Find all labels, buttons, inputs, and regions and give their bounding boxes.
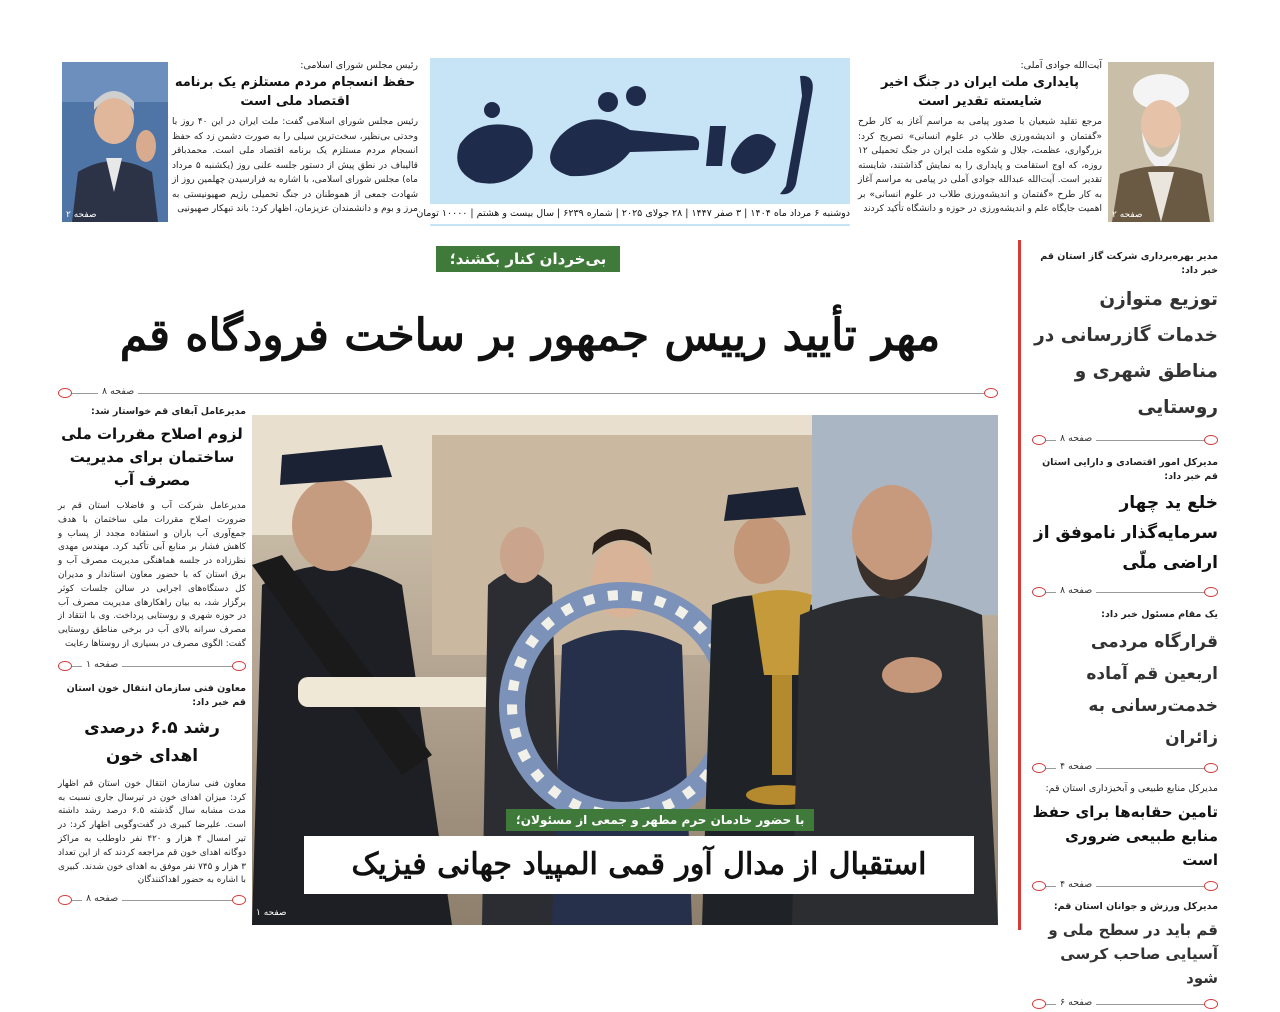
cleric-photo-illustration — [1108, 62, 1214, 222]
left-divider-1 — [58, 660, 246, 674]
photo-caption-kicker: با حضور خادمان حرم مطهر و جمعی از مسئولان؛ — [506, 809, 814, 831]
article-body: معاون فنی سازمان انتقال خون استان قم اظهار کرد: میزان اهدای خون در تیرسال جاری نسبت به مدت مشابه سال گذشته ۶.۵ درصد رشد داشته است. علیرضا کبیری در گفت‌وگویی اظهار کرد: در تیر امسال ۴ هزار و ۴۲۰ نفر داوطلب به مراکز دوگانه اهدای خون قم مراجعه کردند که از این تعداد ۳ هزار و ۷۴۵ نفر موفق به اهدای خون شدند. کبیری با اشاره به حضور اهداکنندگان — [58, 778, 246, 886]
divider-ornament-icon — [1204, 763, 1218, 773]
right-column-rule — [1018, 240, 1021, 930]
headline-divider — [58, 387, 998, 401]
left-article-blood[interactable] — [58, 682, 246, 888]
article-kicker: یک مقام مسئول خبر داد: — [1101, 609, 1218, 620]
article-kicker: مدیرکل امور اقتصادی و دارایی استان قم خبر داد: — [1042, 457, 1218, 482]
header-left-kicker: رئیس مجلس شورای اسلامی: — [300, 60, 418, 71]
header-left-body: رئیس مجلس شورای اسلامی گفت: ملت ایران در این ۴۰ روز با وحدتی بی‌نظیر، سخت‌ترین سیلی را به صورت دشمن زد که حفظ انسجام مردم مستلزم یک برنامه اقتصاد ملی است. محمدباقر قالیباف در نطق پیش از دستور جلسه علنی روز (یکشنبه ۵ مرداد ماه) مجلس شورای اسلامی، با اشاره به فرارسیدن چهلمین روز از شهادت جمعی از هموطنان در جنگ تحمیلی رژیم صهیونیستی به مرز و بوم و دانشمندان عزیزمان، اظهار کرد: باند تبهکار صهیونیی — [172, 117, 418, 214]
header-left-title[interactable]: حفظ انسجام مردم مستلزم یک برنامه اقتصاد ملی است — [174, 75, 416, 109]
header-right-title[interactable]: پایداری ملت ایران در جنگ اخیر شایسته تقدیر است — [880, 75, 1080, 109]
photo-page-ref: صفحه ۱ — [256, 908, 287, 918]
logo-icon — [440, 66, 840, 204]
right-column — [1032, 250, 1218, 1012]
left-article-water[interactable] — [58, 405, 246, 652]
article-page-ref: صفحه ۴ — [1056, 879, 1096, 890]
article-page-ref: صفحه ۸ — [1056, 433, 1096, 444]
divider-ornament-icon — [58, 388, 72, 398]
header-right-body: مرجع تقلید شیعیان با صدور پیامی به مراسم آغاز به کار طرح «گفتمان و اندیشه‌ورزی طلاب در علوم انسانی» تصریح کرد: بزرگواری، عظمت، جلال و شکوه ملت ایران در جنگ تحمیلی ۱۲ روزه، که اوج استقامت و پایداری را به نمایش گذاشتند، شایسته تقدیر است. آیت‌الله عبدالله جوادی آملی در پیامی به مراسم آغاز به کار طرح «گفتمان و اندیشه‌ورزی طلاب در علوم انسانی» بر اهمیت جایگاه علم و اندیشه‌ورزی در حوزه و دانشگاه تأکید کردند — [858, 117, 1102, 214]
article-page-ref: صفحه ۱ — [82, 659, 122, 670]
article-page-ref: صفحه ۶ — [1056, 997, 1096, 1008]
article-title[interactable]: قم باید در سطح ملی و آسیایی صاحب کرسی شود — [1048, 921, 1218, 987]
divider-ornament-icon — [1032, 999, 1046, 1009]
article-title[interactable]: خلع ید چهار سرمایه‌گذار ناموفق از اراضی ملّی — [1033, 493, 1218, 573]
right-divider-2 — [1032, 586, 1218, 600]
left-divider-2 — [58, 894, 246, 908]
right-divider-5 — [1032, 998, 1218, 1012]
header-right-page: صفحه ۲ — [1112, 210, 1143, 220]
divider-ornament-icon — [58, 895, 72, 905]
article-page-ref: صفحه ۸ — [82, 893, 122, 904]
divider-ornament-icon — [1204, 587, 1218, 597]
divider-ornament-icon — [232, 661, 246, 671]
photo-caption-headline[interactable]: استقبال از مدال آور قمی المپیاد جهانی فیزیک — [304, 836, 974, 894]
header-left-story[interactable] — [58, 58, 420, 226]
divider-ornament-icon — [1032, 881, 1046, 891]
article-title[interactable]: قرارگاه مردمی اربعین قم آماده خدمت‌رسانی به زائران — [1086, 632, 1218, 748]
header-left-page: صفحه ۲ — [66, 210, 97, 220]
right-article-sports[interactable] — [1032, 900, 1218, 990]
divider-ornament-icon — [1204, 999, 1218, 1009]
right-article-arbaeen[interactable] — [1032, 608, 1218, 754]
article-page-ref: صفحه ۸ — [1056, 585, 1096, 596]
article-kicker: مدیر بهره‌برداری شرکت گاز استان قم خبر داد: — [1040, 251, 1218, 276]
right-divider-3 — [1032, 762, 1218, 776]
headline-kicker-banner: بی‌خردان کنار بکشند؛ — [436, 246, 620, 272]
header-right-story[interactable] — [858, 58, 1218, 226]
headline-page-ref: صفحه ۸ — [98, 386, 138, 397]
dateline: دوشنبه ۶ مرداد ماه ۱۴۰۴ | ۳ صفر ۱۴۴۷ | ۲۸ جولای ۲۰۲۵ | شماره ۶۲۳۹ | سال بیست و هشتم | ۱۰۰۰۰ تومان — [430, 204, 850, 224]
article-kicker: مدیرکل منابع طبیعی و آبخیزداری استان قم: — [1045, 783, 1218, 794]
speaker-photo-illustration — [62, 62, 168, 222]
left-column — [58, 405, 246, 914]
article-kicker: معاون فنی سازمان انتقال خون استان قم خبر داد: — [66, 682, 246, 708]
article-body: مدیرعامل شرکت آب و فاضلاب استان قم بر ضرورت اصلاح مقررات ملی ساختمان با هدف جمع‌آوری آب باران و استفاده مجدد از پساب و کاهش فشار بر منابع آبی تأکید کرد. مهندس مهدی نظرزاده در جلسه هماهنگی مدیریت مصرف آب و برق استان که با حضور معاون استاندار و مدیران کل دستگاه‌های اجرایی در سالن جلسات کوثر برگزار شد، به بیان راهکارهای مدیریت مصرف آب در حوزه شهری و روستایی پرداخت. وی با انتقاد از مصرف سرانه بالای آب در برخی مناطق روستایی گفت: الگوی مصرف در بسیاری از روستاها رعایت — [58, 501, 246, 649]
divider-ornament-icon — [1032, 435, 1046, 445]
divider-ornament-icon — [232, 895, 246, 905]
page-header — [58, 58, 1218, 228]
header-right-kicker: آیت‌الله جوادی آملی: — [1020, 60, 1102, 71]
article-kicker: مدیرکل ورزش و جوانان استان قم: — [1053, 901, 1218, 912]
right-article-gas[interactable] — [1032, 250, 1218, 426]
newspaper-logo[interactable] — [440, 66, 840, 204]
article-title[interactable]: رشد ۶.۵ درصدی اهدای خون — [84, 717, 220, 766]
article-title[interactable]: توزیع متوازن خدمات گازرسانی در مناطق شهری و روستایی — [1034, 289, 1218, 418]
divider-ornament-icon — [58, 661, 72, 671]
masthead — [416, 58, 850, 226]
cleric-photo — [1108, 62, 1214, 222]
divider-ornament-icon — [1032, 763, 1046, 773]
main-headline[interactable]: مهر تأیید رییس جمهور بر ساخت فرودگاه قم — [119, 310, 941, 361]
article-page-ref: صفحه ۴ — [1056, 761, 1096, 772]
right-article-land[interactable] — [1032, 456, 1218, 578]
right-divider-4 — [1032, 880, 1218, 894]
right-divider-1 — [1032, 434, 1218, 448]
article-title[interactable]: لزوم اصلاح مقررات ملی ساختمان برای مدیریت مصرف آب — [61, 425, 243, 489]
article-kicker: مدیرعامل آبفای قم خواستار شد: — [90, 406, 246, 417]
divider-ornament-icon — [1204, 881, 1218, 891]
divider-ornament-icon — [1032, 587, 1046, 597]
speaker-photo — [62, 62, 168, 222]
right-article-water-rights[interactable] — [1032, 782, 1218, 872]
divider-ornament-icon — [1204, 435, 1218, 445]
divider-ornament-icon — [984, 388, 998, 398]
article-title[interactable]: تامین حقابه‌ها برای حفظ منابع طبیعی ضروری است — [1032, 803, 1218, 869]
